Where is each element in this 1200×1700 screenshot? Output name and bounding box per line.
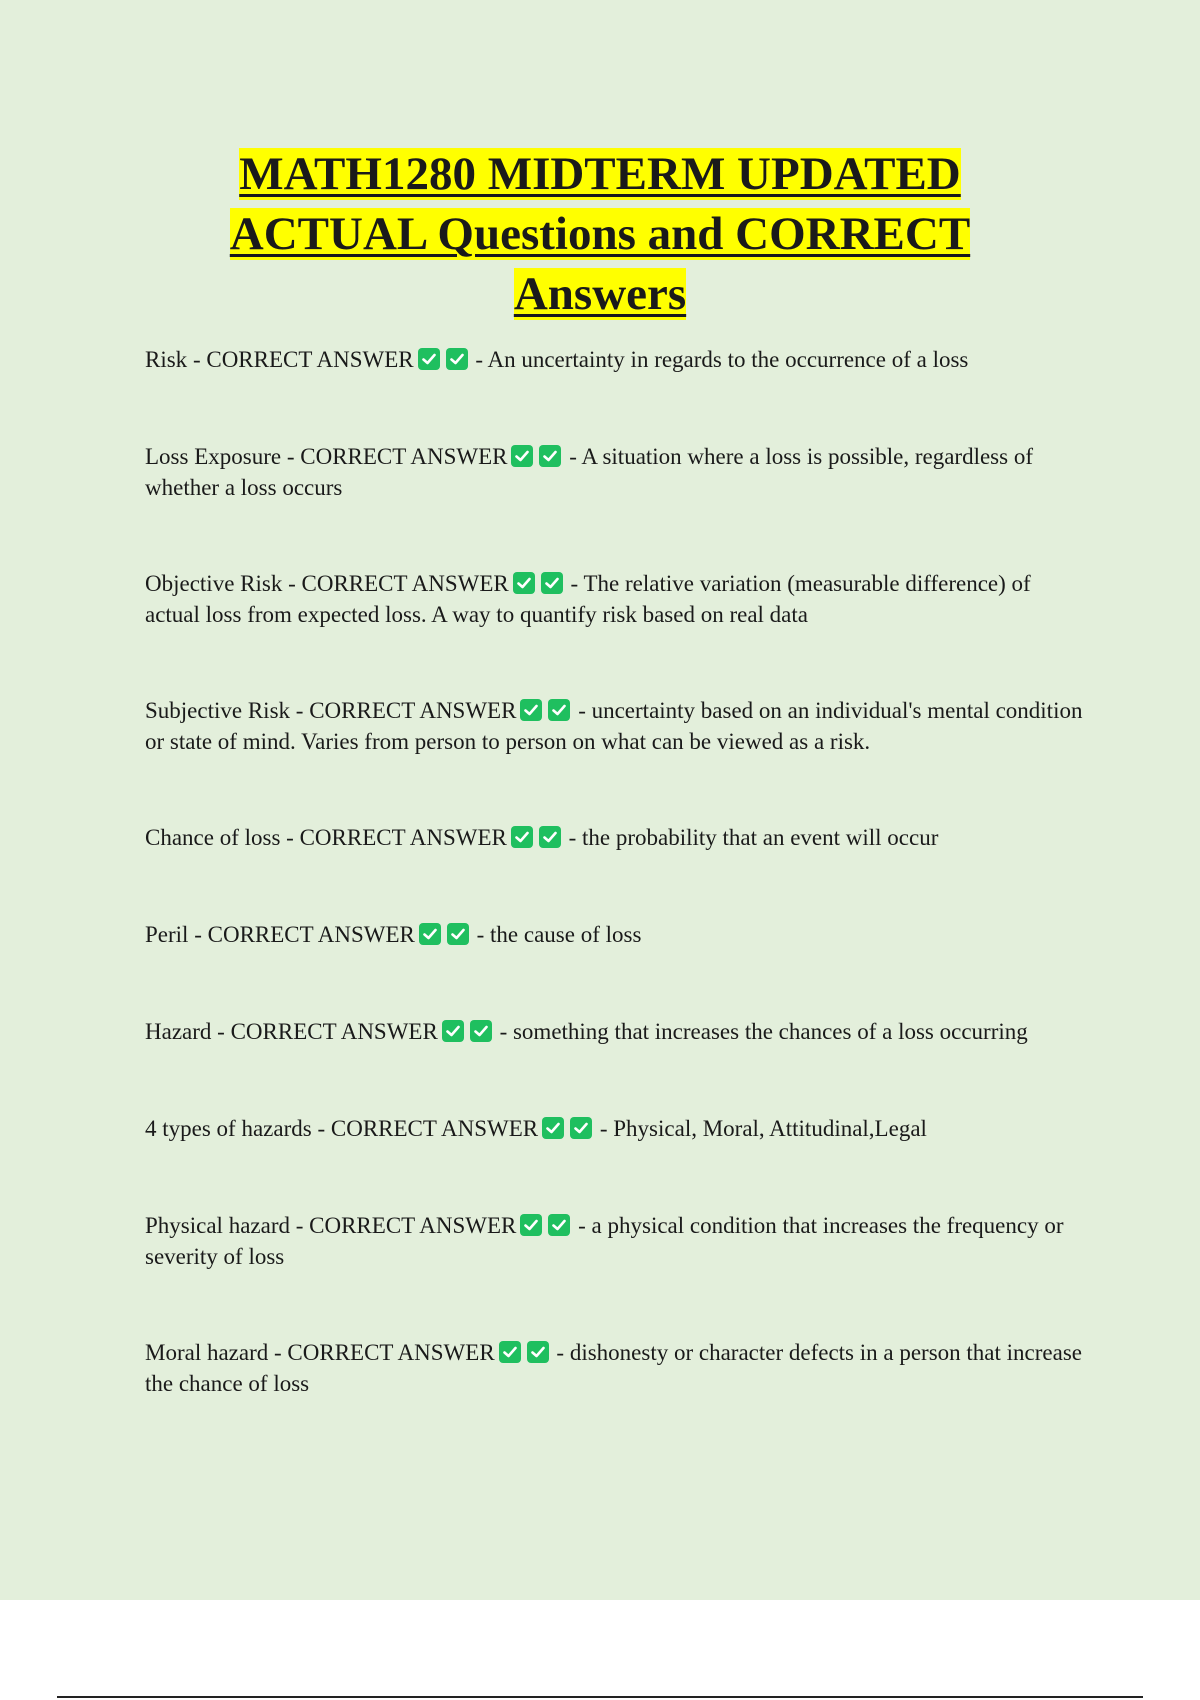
check-mark-icon — [511, 445, 533, 467]
qa-item-loss-exposure — [145, 441, 1085, 503]
check-mark-icon — [539, 445, 561, 467]
answer-tag: - CORRECT ANSWER — [268, 1340, 495, 1365]
check-mark-icon — [418, 348, 440, 370]
check-mark-icon — [513, 572, 535, 594]
definition: - the cause of loss — [476, 922, 642, 947]
check-mark-icon — [447, 923, 469, 945]
title-line-3: Answers — [513, 268, 687, 320]
check-mark-icon — [499, 1341, 521, 1363]
check-mark-icon — [470, 1020, 492, 1042]
check-mark-icon — [570, 1117, 592, 1139]
qa-item-objective-risk — [145, 568, 1085, 630]
term: 4 types of hazards — [145, 1116, 312, 1141]
title-line-2: ACTUAL Questions and CORRECT — [229, 208, 971, 260]
answer-tag: - CORRECT ANSWER — [311, 1116, 539, 1141]
check-mark-icon — [548, 1214, 570, 1236]
qa-item-types-of-hazards — [145, 1113, 1085, 1144]
check-mark-icon — [520, 1214, 542, 1236]
check-mark-icon — [520, 699, 542, 721]
check-mark-icon — [539, 826, 561, 848]
qa-item-hazard — [145, 1016, 1085, 1047]
title-line-1: MATH1280 MIDTERM UPDATED — [239, 148, 961, 200]
footer-divider — [57, 1696, 1143, 1698]
check-mark-icon — [527, 1341, 549, 1363]
check-mark-icon — [511, 826, 533, 848]
check-mark-icon — [542, 1117, 564, 1139]
term: Risk — [145, 347, 188, 372]
definition: - dishonesty or character defects in a person that increase the chance of loss — [145, 1340, 1082, 1396]
definition: - Physical, Moral, Attitudinal,Legal — [599, 1116, 927, 1141]
qa-item-moral-hazard — [145, 1337, 1085, 1399]
check-mark-icon — [446, 348, 468, 370]
answer-tag: - CORRECT ANSWER — [282, 571, 509, 596]
term: Physical hazard — [145, 1213, 290, 1238]
answer-tag: - CORRECT ANSWER — [187, 347, 414, 372]
answer-tag: - CORRECT ANSWER — [280, 825, 507, 850]
check-mark-icon — [419, 923, 441, 945]
term: Hazard — [145, 1019, 212, 1044]
answer-tag: - CORRECT ANSWER — [290, 698, 517, 723]
definition: - the probability that an event will occur — [568, 825, 939, 850]
definition: - A situation where a loss is possible, regardless of whether a loss occurs — [145, 444, 1033, 500]
check-mark-icon — [548, 699, 570, 721]
qa-item-risk — [145, 344, 1085, 375]
qa-item-physical-hazard — [145, 1210, 1085, 1272]
term: Chance of loss — [145, 825, 281, 850]
document-title — [0, 144, 1200, 324]
qa-item-chance-of-loss — [145, 822, 1085, 853]
check-mark-icon — [541, 572, 563, 594]
definition: - uncertainty based on an individual's mental condition or state of mind. Varies from person to person on what can be viewed as a risk. — [145, 698, 1083, 754]
answer-tag: - CORRECT ANSWER — [188, 922, 415, 947]
check-mark-icon — [442, 1020, 464, 1042]
definition: - a physical condition that increases the frequency or severity of loss — [145, 1213, 1064, 1269]
definition: - An uncertainty in regards to the occurrence of a loss — [475, 347, 969, 372]
term: Subjective Risk — [145, 698, 291, 723]
term: Objective Risk — [145, 571, 283, 596]
answer-tag: - CORRECT ANSWER — [289, 1213, 517, 1238]
definition: - The relative variation (measurable difference) of actual loss from expected loss. A way to quantify risk based on real data — [145, 571, 1031, 627]
term: Moral hazard — [145, 1340, 269, 1365]
definition: - something that increases the chances of a loss occurring — [499, 1019, 1028, 1044]
answer-tag: - CORRECT ANSWER — [211, 1019, 438, 1044]
answer-tag: - CORRECT ANSWER — [281, 444, 508, 469]
term: Peril — [145, 922, 189, 947]
qa-item-subjective-risk — [145, 695, 1085, 757]
term: Loss Exposure — [145, 444, 282, 469]
qa-item-peril — [145, 919, 1085, 950]
